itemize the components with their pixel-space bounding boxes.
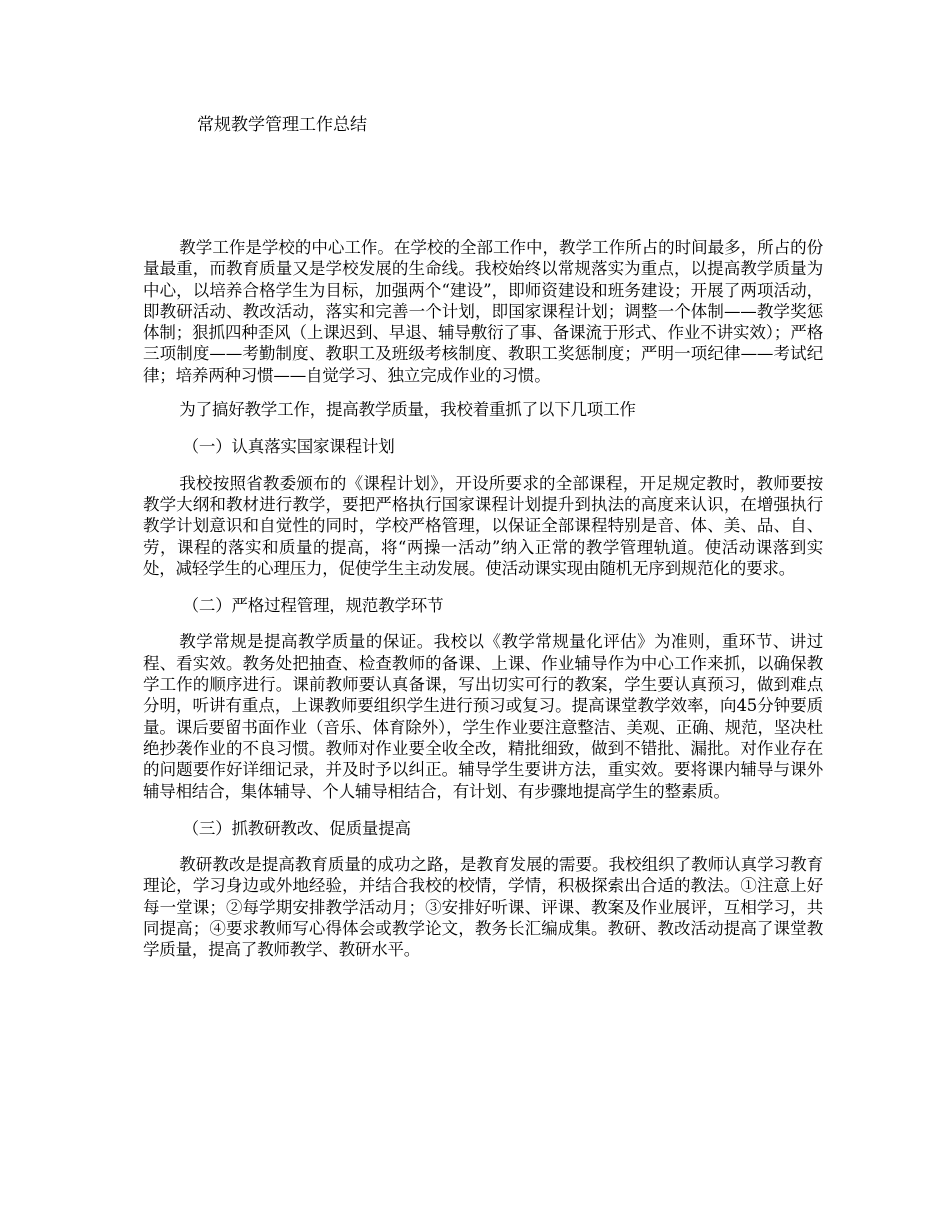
document-body (143, 237, 823, 977)
section-heading-3: （三）抓教研教改、促质量提高 (182, 818, 411, 838)
intro-paragraph: 教学工作是学校的中心工作。在学校的全部工作中，教学工作所占的时间最多，所占的份量最重，而教育质量又是学校发展的生命线。我校始终以常规落实为重点，以提高教学质量为中心，以培养合格学生为目标，加强两个“建设”，即师资建设和班务建设；开展了两项活动，即教研活动、教改活动，落实和完善一个计划，即国家课程计划；调整一个体制——教学奖惩体制；狠抓四种歪风（上课迟到、早退、辅导敷衍了事、备课流于形式、作业不讲实效）；严格三项制度——考勤制度、教职工及班级考核制度、教职工奖惩制度；严明一项纪律——考试纪律；培养两种习惯——自觉学习、独立完成作业的习惯。 (143, 238, 823, 385)
document-title: 常规教学管理工作总结 (197, 115, 367, 135)
section-heading-2: （二）严格过程管理，规范教学环节 (182, 596, 444, 616)
overview-sentence: 为了搞好教学工作，提高教学质量，我校着重抓了以下几项工作 (179, 400, 636, 420)
section-paragraph-2: 教学常规是提高教学质量的保证。我校以《教学常规量化评估》为准则，重环节、讲过程、看实效。教务处把抽查、检查教师的备课、上课、作业辅导作为中心工作来抓，以确保教学工作的顺序进行。课前教师要认真备课，写出切实可行的教案，学生要认真预习，做到难点分明，听讲有重点，上课教师要组织学生进行预习或复习。提高课堂教学效率，向45分钟要质量。课后要留书面作业（音乐、体育除外），学生作业要注意整洁、美观、正确、规范，坚决杜绝抄袭作业的不良习惯。教师对作业要全收全改，精批细致，做到不错批、漏批。对作业存在的问题要作好详细记录，并及时予以纠正。辅导学生要讲方法，重实效。要将课内辅导与课外辅导相结合，集体辅导、个人辅导相结合，有计划、有步骤地提高学生的整素质。 (143, 632, 823, 801)
section-paragraph-1: 我校按照省教委颁布的《课程计划》，开设所要求的全部课程，开足规定教时，教师要按教学大纲和教材进行教学，要把严格执行国家课程计划提升到执法的高度来认识，在增强执行教学计划意识和自觉性的同时，学校严格管理，以保证全部课程特别是音、体、美、品、自、劳，课程的落实和质量的提高，将“两操一活动”纳入正常的教学管理轨道。使活动课落到实处，减轻学生的心理压力，促使学生主动发展。使活动课实现由随机无序到规范化的要求。 (143, 473, 823, 578)
section-heading-1: （一）认真落实国家课程计划 (182, 437, 395, 457)
section-paragraph-3: 教研教改是提高教育质量的成功之路，是教育发展的需要。我校组织了教师认真学习教育理论，学习身边或外地经验，并结合我校的校情，学情，积极探索出合适的教法。①注意上好每一堂课；②每学期安排教学活动月；③安排好听课、评课、教案及作业展评，互相学习，共同提高；④要求教师写心得体会或教学论文，教务长汇编成集。教研、教改活动提高了课堂教学质量，提高了教师教学、教研水平。 (143, 855, 823, 960)
